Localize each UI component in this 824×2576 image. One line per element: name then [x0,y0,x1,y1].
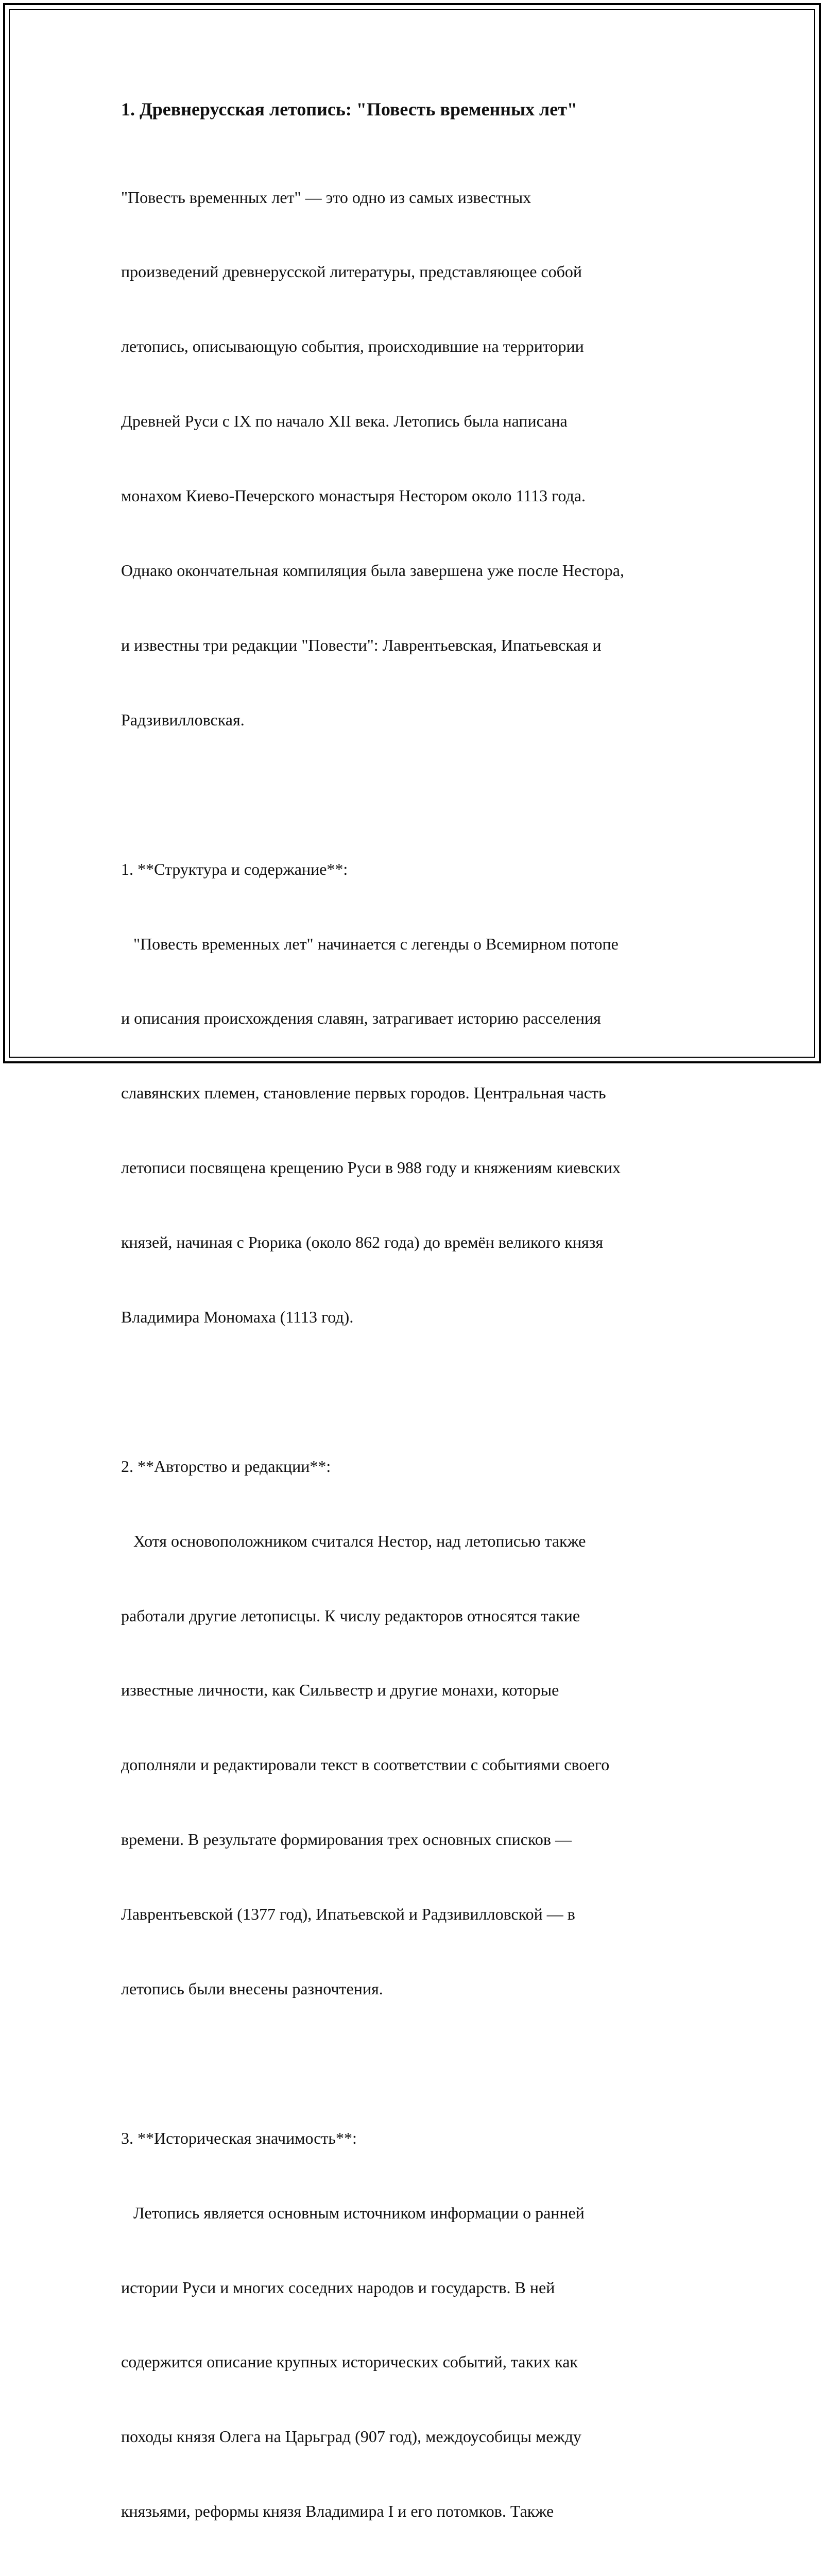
text-line: монахом Киево-Печерского монастыря Нестором около 1113 года. [121,486,586,505]
text-line: "Повесть временных лет" начинается с легенды о Всемирном потопе [121,934,619,953]
text-line: работали другие летописцы. К числу редакторов относятся такие [121,1606,580,1625]
section-heading: 1. **Структура и содержание**: [121,859,348,878]
text-line: Древней Руси с IX по начало XII века. Летопись была написана [121,412,568,431]
document-title: 1. Древнерусская летопись: "Повесть временных лет" [121,99,577,120]
text-line [121,2573,708,2576]
text-line: князьями, реформы князя Владимира I и его потомков. Также [121,2502,554,2521]
section-heading: 3. **Историческая значимость**: [121,2128,357,2147]
document-body [121,135,708,2576]
blank-line [121,1379,708,1404]
blank-line [121,2051,708,2076]
section-heading: 2. **Авторство и редакции**: [121,1456,331,1476]
text-line: Лаврентьевской (1377 год), Ипатьевской и Радзивилловской — в [121,1905,575,1924]
text-line: истории Руси и многих соседних народов и государств. В ней [121,2278,555,2297]
text-line: славянских племен, становление первых городов. Центральная часть [121,1083,606,1103]
text-line: князей, начиная с Рюрика (около 862 года) до времён великого князя [121,1233,604,1252]
text-line: и описания происхождения славян, затрагивает историю расселения [121,1009,601,1028]
blank-line [121,782,708,807]
text-line: дополняли и редактировали текст в соответствии с событиями своего [121,1755,610,1774]
text-line: летопись были внесены разночтения. [121,1979,383,1998]
text-line: времени. В результате формирования трех основных списков — [121,1830,572,1849]
text-line: летописи посвящена крещению Руси в 988 году и княжениям киевских [121,1158,621,1177]
text-line: летопись, описывающую события, происходившие на территории [121,337,584,356]
text-line: Летопись является основным источником информации о ранней [121,2203,585,2222]
text-line: Владимира Мономаха (1113 год). [121,1307,354,1326]
text-line: произведений древнерусской литературы, представляющее собой [121,262,582,281]
text-line: походы князя Олега на Царьград (907 год), междоусобицы между [121,2427,581,2446]
text-line: Хотя основоположником считался Нестор, над летописью также [121,1531,586,1550]
text-line: Однако окончательная компиляция была завершена уже после Нестора, [121,561,624,580]
text-line: содержится описание крупных исторических событий, таких как [121,2352,578,2371]
text-line: и известны три редакции "Повести": Лаврентьевская, Ипатьевская и [121,635,602,654]
text-line: известные личности, как Сильвестр и другие монахи, которые [121,1681,559,1700]
text-line: "Повесть временных лет" — это одно из самых известных [121,188,531,207]
document-page [121,97,708,2576]
text-line: Радзивилловская. [121,710,245,729]
